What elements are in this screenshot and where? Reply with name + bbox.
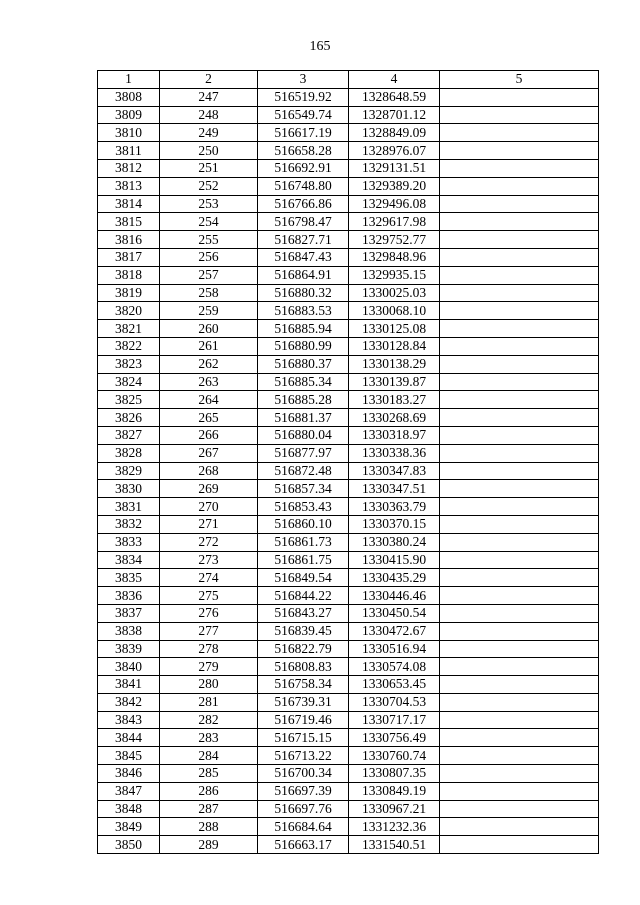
cell-y-coordinate: 1330574.08 (349, 658, 440, 676)
cell-point-number: 3822 (98, 337, 160, 355)
cell-note (440, 622, 599, 640)
table-row (98, 765, 599, 783)
cell-vertex-number: 278 (160, 640, 258, 658)
cell-y-coordinate: 1328976.07 (349, 142, 440, 160)
cell-vertex-number: 260 (160, 320, 258, 338)
table-row (98, 231, 599, 249)
cell-point-number: 3849 (98, 818, 160, 836)
cell-vertex-number: 283 (160, 729, 258, 747)
cell-point-number: 3830 (98, 480, 160, 498)
cell-x-coordinate: 516844.22 (258, 587, 349, 605)
cell-y-coordinate: 1330849.19 (349, 782, 440, 800)
cell-x-coordinate: 516663.17 (258, 836, 349, 854)
cell-note (440, 604, 599, 622)
cell-note (440, 782, 599, 800)
cell-point-number: 3834 (98, 551, 160, 569)
table-row (98, 729, 599, 747)
table-row (98, 106, 599, 124)
cell-point-number: 3813 (98, 177, 160, 195)
cell-vertex-number: 270 (160, 498, 258, 516)
cell-x-coordinate: 516549.74 (258, 106, 349, 124)
cell-y-coordinate: 1330967.21 (349, 800, 440, 818)
cell-point-number: 3812 (98, 159, 160, 177)
cell-note (440, 391, 599, 409)
table-row (98, 515, 599, 533)
cell-note (440, 640, 599, 658)
cell-point-number: 3831 (98, 498, 160, 516)
table-row (98, 142, 599, 160)
column-header-4: 4 (349, 71, 440, 89)
table-body (98, 88, 599, 853)
table-row (98, 373, 599, 391)
cell-vertex-number: 274 (160, 569, 258, 587)
cell-point-number: 3833 (98, 533, 160, 551)
cell-note (440, 248, 599, 266)
cell-y-coordinate: 1328849.09 (349, 124, 440, 142)
table-row (98, 640, 599, 658)
cell-point-number: 3817 (98, 248, 160, 266)
cell-x-coordinate: 516692.91 (258, 159, 349, 177)
cell-vertex-number: 251 (160, 159, 258, 177)
cell-point-number: 3825 (98, 391, 160, 409)
cell-y-coordinate: 1329496.08 (349, 195, 440, 213)
cell-vertex-number: 276 (160, 604, 258, 622)
table-row (98, 391, 599, 409)
cell-vertex-number: 262 (160, 355, 258, 373)
cell-vertex-number: 268 (160, 462, 258, 480)
table-row (98, 551, 599, 569)
cell-y-coordinate: 1330717.17 (349, 711, 440, 729)
cell-note (440, 320, 599, 338)
cell-note (440, 302, 599, 320)
cell-y-coordinate: 1330347.51 (349, 480, 440, 498)
cell-point-number: 3810 (98, 124, 160, 142)
cell-vertex-number: 254 (160, 213, 258, 231)
cell-y-coordinate: 1329389.20 (349, 177, 440, 195)
cell-note (440, 177, 599, 195)
cell-note (440, 355, 599, 373)
cell-vertex-number: 255 (160, 231, 258, 249)
cell-x-coordinate: 516885.34 (258, 373, 349, 391)
cell-y-coordinate: 1330704.53 (349, 693, 440, 711)
cell-note (440, 569, 599, 587)
cell-point-number: 3843 (98, 711, 160, 729)
cell-x-coordinate: 516880.99 (258, 337, 349, 355)
cell-note (440, 266, 599, 284)
cell-vertex-number: 264 (160, 391, 258, 409)
table-row (98, 676, 599, 694)
table-row (98, 337, 599, 355)
table-row (98, 480, 599, 498)
cell-note (440, 337, 599, 355)
cell-note (440, 676, 599, 694)
table-row (98, 355, 599, 373)
cell-point-number: 3824 (98, 373, 160, 391)
cell-x-coordinate: 516798.47 (258, 213, 349, 231)
cell-note (440, 373, 599, 391)
cell-note (440, 409, 599, 427)
cell-vertex-number: 284 (160, 747, 258, 765)
cell-point-number: 3821 (98, 320, 160, 338)
cell-y-coordinate: 1330760.74 (349, 747, 440, 765)
cell-y-coordinate: 1329752.77 (349, 231, 440, 249)
cell-y-coordinate: 1330138.29 (349, 355, 440, 373)
cell-x-coordinate: 516843.27 (258, 604, 349, 622)
cell-note (440, 658, 599, 676)
cell-x-coordinate: 516885.28 (258, 391, 349, 409)
cell-x-coordinate: 516861.73 (258, 533, 349, 551)
cell-point-number: 3828 (98, 444, 160, 462)
cell-vertex-number: 263 (160, 373, 258, 391)
cell-y-coordinate: 1330450.54 (349, 604, 440, 622)
cell-point-number: 3841 (98, 676, 160, 694)
coordinates-table (97, 70, 599, 854)
cell-x-coordinate: 516822.79 (258, 640, 349, 658)
cell-point-number: 3809 (98, 106, 160, 124)
cell-point-number: 3820 (98, 302, 160, 320)
cell-y-coordinate: 1329848.96 (349, 248, 440, 266)
cell-vertex-number: 256 (160, 248, 258, 266)
cell-vertex-number: 266 (160, 426, 258, 444)
cell-x-coordinate: 516885.94 (258, 320, 349, 338)
cell-note (440, 818, 599, 836)
cell-x-coordinate: 516847.43 (258, 248, 349, 266)
cell-x-coordinate: 516861.75 (258, 551, 349, 569)
cell-y-coordinate: 1330653.45 (349, 676, 440, 694)
cell-y-coordinate: 1330128.84 (349, 337, 440, 355)
cell-y-coordinate: 1330756.49 (349, 729, 440, 747)
cell-vertex-number: 287 (160, 800, 258, 818)
cell-x-coordinate: 516827.71 (258, 231, 349, 249)
table-row (98, 88, 599, 106)
cell-y-coordinate: 1328701.12 (349, 106, 440, 124)
cell-x-coordinate: 516880.32 (258, 284, 349, 302)
cell-vertex-number: 280 (160, 676, 258, 694)
cell-point-number: 3847 (98, 782, 160, 800)
cell-x-coordinate: 516883.53 (258, 302, 349, 320)
cell-x-coordinate: 516766.86 (258, 195, 349, 213)
cell-vertex-number: 281 (160, 693, 258, 711)
cell-x-coordinate: 516849.54 (258, 569, 349, 587)
cell-note (440, 711, 599, 729)
cell-x-coordinate: 516808.83 (258, 658, 349, 676)
cell-vertex-number: 275 (160, 587, 258, 605)
table-row (98, 444, 599, 462)
table-row (98, 284, 599, 302)
cell-note (440, 729, 599, 747)
cell-note (440, 159, 599, 177)
cell-x-coordinate: 516880.04 (258, 426, 349, 444)
table-row (98, 622, 599, 640)
cell-x-coordinate: 516697.76 (258, 800, 349, 818)
cell-x-coordinate: 516880.37 (258, 355, 349, 373)
cell-point-number: 3844 (98, 729, 160, 747)
cell-x-coordinate: 516697.39 (258, 782, 349, 800)
table-row (98, 693, 599, 711)
cell-x-coordinate: 516684.64 (258, 818, 349, 836)
cell-vertex-number: 289 (160, 836, 258, 854)
cell-y-coordinate: 1330472.67 (349, 622, 440, 640)
cell-y-coordinate: 1330068.10 (349, 302, 440, 320)
cell-note (440, 106, 599, 124)
cell-y-coordinate: 1330363.79 (349, 498, 440, 516)
table-row (98, 320, 599, 338)
cell-y-coordinate: 1330446.46 (349, 587, 440, 605)
cell-vertex-number: 261 (160, 337, 258, 355)
cell-x-coordinate: 516853.43 (258, 498, 349, 516)
cell-y-coordinate: 1330435.29 (349, 569, 440, 587)
cell-note (440, 551, 599, 569)
table-row (98, 462, 599, 480)
table-row (98, 124, 599, 142)
cell-point-number: 3842 (98, 693, 160, 711)
cell-x-coordinate: 516715.15 (258, 729, 349, 747)
cell-point-number: 3835 (98, 569, 160, 587)
cell-note (440, 515, 599, 533)
cell-vertex-number: 273 (160, 551, 258, 569)
cell-vertex-number: 277 (160, 622, 258, 640)
cell-note (440, 88, 599, 106)
cell-point-number: 3848 (98, 800, 160, 818)
cell-y-coordinate: 1330370.15 (349, 515, 440, 533)
cell-note (440, 836, 599, 854)
cell-y-coordinate: 1330347.83 (349, 462, 440, 480)
cell-note (440, 800, 599, 818)
cell-x-coordinate: 516881.37 (258, 409, 349, 427)
table-row (98, 177, 599, 195)
cell-note (440, 444, 599, 462)
cell-vertex-number: 265 (160, 409, 258, 427)
table-row (98, 569, 599, 587)
cell-y-coordinate: 1329935.15 (349, 266, 440, 284)
cell-note (440, 765, 599, 783)
cell-y-coordinate: 1330807.35 (349, 765, 440, 783)
cell-note (440, 195, 599, 213)
cell-point-number: 3836 (98, 587, 160, 605)
cell-vertex-number: 259 (160, 302, 258, 320)
cell-y-coordinate: 1328648.59 (349, 88, 440, 106)
table-row (98, 782, 599, 800)
table-row (98, 533, 599, 551)
table-row (98, 195, 599, 213)
cell-x-coordinate: 516860.10 (258, 515, 349, 533)
table-row (98, 658, 599, 676)
cell-y-coordinate: 1330415.90 (349, 551, 440, 569)
cell-vertex-number: 267 (160, 444, 258, 462)
cell-point-number: 3815 (98, 213, 160, 231)
cell-note (440, 480, 599, 498)
cell-vertex-number: 282 (160, 711, 258, 729)
table-row (98, 266, 599, 284)
cell-note (440, 533, 599, 551)
cell-x-coordinate: 516857.34 (258, 480, 349, 498)
table-row (98, 747, 599, 765)
cell-y-coordinate: 1329131.51 (349, 159, 440, 177)
cell-vertex-number: 247 (160, 88, 258, 106)
cell-point-number: 3811 (98, 142, 160, 160)
cell-vertex-number: 286 (160, 782, 258, 800)
cell-point-number: 3814 (98, 195, 160, 213)
cell-x-coordinate: 516700.34 (258, 765, 349, 783)
table-row (98, 302, 599, 320)
cell-note (440, 213, 599, 231)
column-header-3: 3 (258, 71, 349, 89)
cell-y-coordinate: 1330516.94 (349, 640, 440, 658)
table-row (98, 248, 599, 266)
cell-point-number: 3840 (98, 658, 160, 676)
column-header-1: 1 (98, 71, 160, 89)
cell-y-coordinate: 1330125.08 (349, 320, 440, 338)
cell-vertex-number: 272 (160, 533, 258, 551)
cell-y-coordinate: 1330268.69 (349, 409, 440, 427)
cell-vertex-number: 271 (160, 515, 258, 533)
table-row (98, 711, 599, 729)
cell-x-coordinate: 516872.48 (258, 462, 349, 480)
cell-vertex-number: 249 (160, 124, 258, 142)
cell-vertex-number: 250 (160, 142, 258, 160)
table-row (98, 409, 599, 427)
cell-note (440, 462, 599, 480)
table-row (98, 836, 599, 854)
cell-y-coordinate: 1330338.36 (349, 444, 440, 462)
cell-x-coordinate: 516877.97 (258, 444, 349, 462)
cell-vertex-number: 253 (160, 195, 258, 213)
cell-note (440, 142, 599, 160)
table-row (98, 426, 599, 444)
cell-note (440, 124, 599, 142)
cell-vertex-number: 252 (160, 177, 258, 195)
cell-x-coordinate: 516839.45 (258, 622, 349, 640)
table-row (98, 159, 599, 177)
cell-note (440, 693, 599, 711)
cell-point-number: 3839 (98, 640, 160, 658)
cell-y-coordinate: 1330183.27 (349, 391, 440, 409)
cell-x-coordinate: 516758.34 (258, 676, 349, 694)
table-row (98, 604, 599, 622)
cell-x-coordinate: 516864.91 (258, 266, 349, 284)
table-row (98, 498, 599, 516)
cell-y-coordinate: 1329617.98 (349, 213, 440, 231)
cell-note (440, 426, 599, 444)
cell-y-coordinate: 1330380.24 (349, 533, 440, 551)
cell-point-number: 3838 (98, 622, 160, 640)
cell-vertex-number: 279 (160, 658, 258, 676)
cell-point-number: 3827 (98, 426, 160, 444)
cell-note (440, 231, 599, 249)
cell-x-coordinate: 516719.46 (258, 711, 349, 729)
cell-vertex-number: 257 (160, 266, 258, 284)
table-row (98, 818, 599, 836)
cell-note (440, 498, 599, 516)
cell-point-number: 3846 (98, 765, 160, 783)
cell-vertex-number: 248 (160, 106, 258, 124)
table-row (98, 587, 599, 605)
cell-x-coordinate: 516519.92 (258, 88, 349, 106)
cell-point-number: 3832 (98, 515, 160, 533)
cell-point-number: 3850 (98, 836, 160, 854)
cell-vertex-number: 288 (160, 818, 258, 836)
column-header-5: 5 (440, 71, 599, 89)
cell-y-coordinate: 1330025.03 (349, 284, 440, 302)
cell-vertex-number: 285 (160, 765, 258, 783)
table-header-row (98, 71, 599, 89)
cell-x-coordinate: 516617.19 (258, 124, 349, 142)
cell-vertex-number: 269 (160, 480, 258, 498)
cell-point-number: 3819 (98, 284, 160, 302)
column-header-2: 2 (160, 71, 258, 89)
table-row (98, 800, 599, 818)
cell-point-number: 3845 (98, 747, 160, 765)
cell-vertex-number: 258 (160, 284, 258, 302)
cell-y-coordinate: 1331232.36 (349, 818, 440, 836)
cell-point-number: 3837 (98, 604, 160, 622)
cell-y-coordinate: 1330318.97 (349, 426, 440, 444)
cell-point-number: 3818 (98, 266, 160, 284)
cell-x-coordinate: 516713.22 (258, 747, 349, 765)
cell-x-coordinate: 516658.28 (258, 142, 349, 160)
cell-note (440, 284, 599, 302)
cell-y-coordinate: 1331540.51 (349, 836, 440, 854)
cell-x-coordinate: 516748.80 (258, 177, 349, 195)
cell-x-coordinate: 516739.31 (258, 693, 349, 711)
cell-point-number: 3829 (98, 462, 160, 480)
table-row (98, 213, 599, 231)
cell-y-coordinate: 1330139.87 (349, 373, 440, 391)
cell-note (440, 747, 599, 765)
cell-point-number: 3826 (98, 409, 160, 427)
cell-point-number: 3816 (98, 231, 160, 249)
page-number: 165 (309, 39, 331, 54)
cell-point-number: 3823 (98, 355, 160, 373)
cell-note (440, 587, 599, 605)
cell-point-number: 3808 (98, 88, 160, 106)
